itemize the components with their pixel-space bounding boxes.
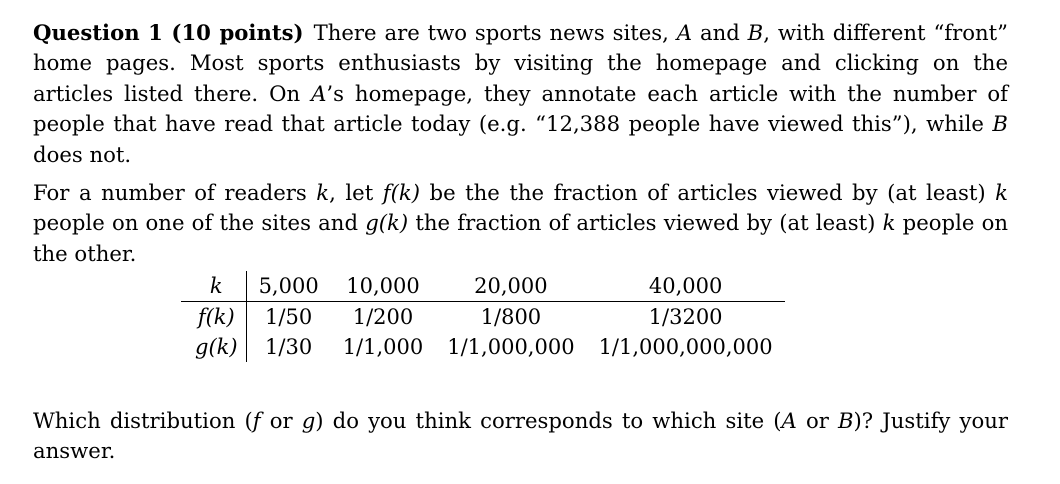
question-title: Question 1 (10 points) bbox=[33, 20, 304, 45]
table-row bbox=[181, 302, 785, 333]
site-b: B bbox=[747, 20, 764, 45]
table-cell: 1/30 bbox=[265, 335, 313, 359]
site-b: B bbox=[992, 111, 1008, 137]
column-header: 10,000 bbox=[331, 271, 436, 302]
paragraph-definition: For a number of readers k, let f(k) be the the fraction of articles viewed by (at least) k people on one of the sites and g(k) the fraction of articles viewed by (at least) k people on the other. bbox=[33, 180, 1009, 266]
site-b: B bbox=[837, 408, 854, 433]
func-f: f(k) bbox=[382, 180, 420, 206]
distribution-table bbox=[181, 271, 785, 362]
func-f: f bbox=[252, 408, 261, 433]
table-cell: 1/50 bbox=[265, 305, 313, 329]
func-g: g bbox=[301, 408, 316, 433]
table-cell: 1/200 bbox=[352, 305, 414, 329]
column-header: 40,000 bbox=[587, 271, 785, 302]
var-k: k bbox=[882, 210, 896, 236]
table-row bbox=[181, 332, 785, 362]
table-cell: 1/1,000,000,000 bbox=[598, 335, 773, 359]
row-label: f(k) bbox=[181, 302, 246, 333]
paragraph-question: Which distribution (f or g) do you think corresponds to which site (A or B)? Justify your answer. bbox=[33, 408, 1008, 464]
column-header: 5,000 bbox=[246, 271, 331, 302]
question-prompt-block bbox=[33, 406, 1008, 467]
var-k: k bbox=[316, 180, 330, 206]
header-label: k bbox=[181, 271, 246, 302]
table-header-row bbox=[181, 271, 785, 302]
paragraph-intro: Question 1 (10 points) There are two sports news sites, A and B, with different “front” home pages. Most sports enthusiasts by visiting the homepage and clicking on the articles listed there. On A’s homepage, they annotate each article with the number of people that have read that article today (e.g. “12,388 people have viewed this”), while B does not. bbox=[33, 20, 1009, 167]
row-label: g(k) bbox=[181, 332, 246, 362]
var-k: k bbox=[995, 180, 1009, 206]
distribution-table-wrap bbox=[181, 271, 785, 362]
table-cell: 1/3200 bbox=[648, 305, 723, 329]
column-header: 20,000 bbox=[435, 271, 586, 302]
question-body bbox=[33, 18, 1008, 269]
table-cell: 1/800 bbox=[480, 305, 542, 329]
site-a: A bbox=[311, 80, 327, 106]
table-cell: 1/1,000,000 bbox=[447, 335, 575, 359]
site-a: A bbox=[781, 408, 797, 433]
func-g: g(k) bbox=[365, 210, 409, 236]
site-a: A bbox=[676, 20, 693, 45]
table-cell: 1/1,000 bbox=[342, 335, 424, 359]
